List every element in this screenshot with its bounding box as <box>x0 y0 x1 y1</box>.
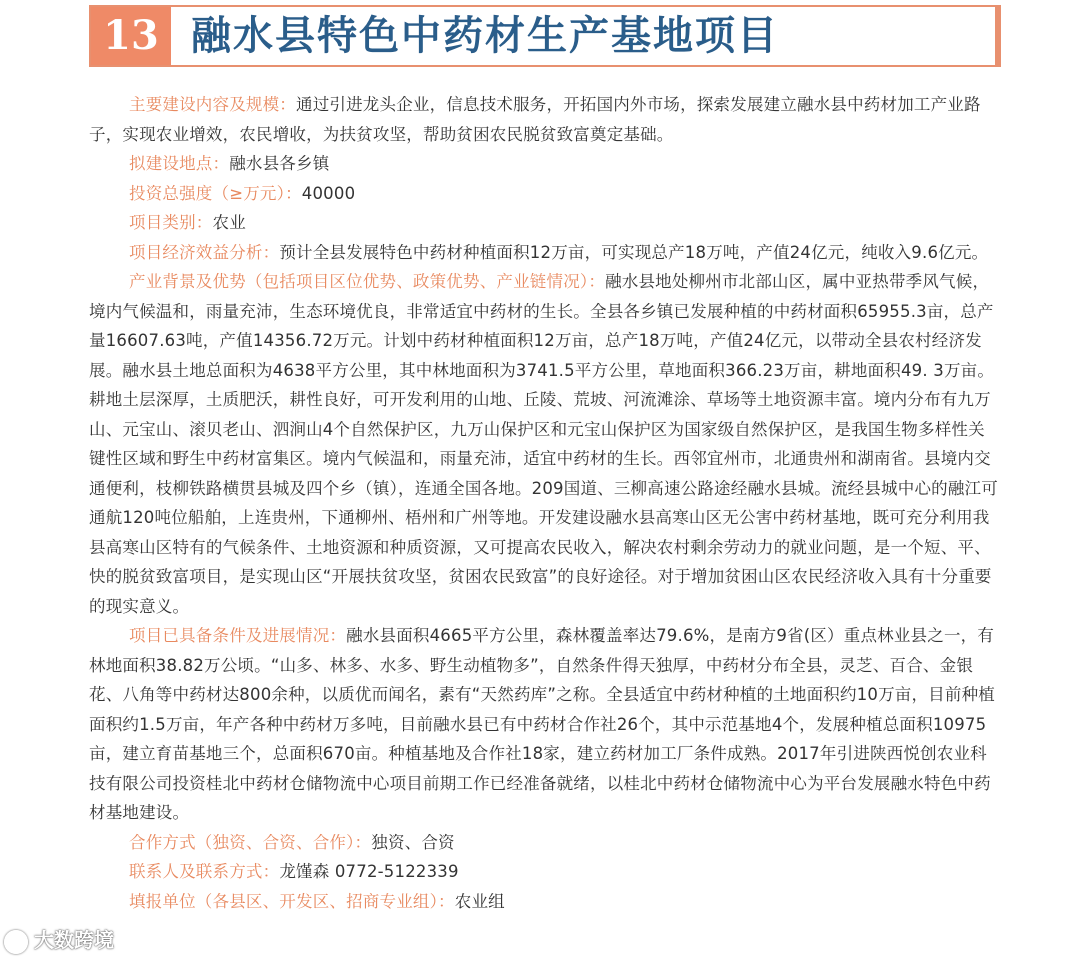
section-location <box>89 149 1001 179</box>
watermark-text: 大数跨境 <box>34 928 114 952</box>
section-construction <box>89 90 1001 149</box>
section-text: 农业 <box>212 213 246 232</box>
section-text: 龙馑森 0772-5122339 <box>279 862 459 881</box>
section-investment <box>89 179 1001 209</box>
section-progress <box>89 621 1001 828</box>
section-category <box>89 208 1001 238</box>
watermark-logo-icon <box>4 930 28 954</box>
section-text: 融水县各乡镇 <box>229 154 330 173</box>
project-number: 13 <box>91 7 171 65</box>
section-label: 项目已具备条件及进展情况： <box>129 626 347 645</box>
section-cooperation <box>89 828 1001 858</box>
section-label: 填报单位（各县区、开发区、招商专业组）： <box>129 891 455 911</box>
section-benefit <box>89 238 1001 268</box>
section-label: 拟建设地点： <box>129 154 230 173</box>
section-label: 项目经济效益分析： <box>129 242 280 262</box>
section-background <box>89 267 1001 621</box>
section-text: 预计全县发展特色中药材种植面积12万亩，可实现总产18万吨，产值24亿元，纯收入9.6亿元。 <box>279 242 989 262</box>
section-text: 融水县地处柳州市北部山区，属中亚热带季风气候，境内气候温和，雨量充沛，生态环境优良，非常适宜中药材的生长。全县各乡镇已发展种植的中药材面积65955.3亩，总产量16607.63吨，产值14356.72万元。计划中药材种植面积12万亩，总产18万吨，产值24亿元，以带动全县农村经济发展。融水县土地总面积为4638平方公里，其中林地面积为3741.5平方公里，草地面积366.23万亩，耕地面积49. 3万亩。耕地土层深厚，土质肥沃，耕性良好，可开发利用的山地、丘陵、荒坡、河流滩涂、草场等土地资源丰富。境内分布有九万山、元宝山、滚贝老山、泗涧山4个自然保护区，九万山保护区和元宝山保护区为国家级自然保护区，是我国生物多样性关键性区域和野生中药材富集区。境内气候温和，雨量充沛，适宜中药材的生长。西邻宜州市，北通贵州和湖南省。县境内交通便利，枝柳铁路横贯县城及四个乡（镇），连通全国各地。209国道、三柳高速公路途经融水县城。流经县城中心的融江可通航120吨位船舶，上连贵州，下通柳州、梧州和广州等地。开发建设融水县高寒山区无公害中药材基地，既可充分利用我县高寒山区特有的气候条件、土地资源和种质资源，又可提高农民收入，解决农村剩余劳动力的就业问题，是一个短、平、快的脱贫致富项目，是实现山区“开展扶贫攻坚，贫困农民致富”的良好途径。对于增加贫困山区农民经济收入具有十分重要的现实意义。 <box>89 272 998 616</box>
document-body <box>89 90 1001 916</box>
section-text: 40000 <box>301 183 356 203</box>
page-title: 融水县特色中药材生产基地项目 <box>191 12 779 59</box>
section-label: 合作方式（独资、合资、合作）： <box>129 832 372 852</box>
section-text: 农业组 <box>454 891 505 911</box>
section-label: 投资总强度（≥万元）： <box>129 183 302 203</box>
section-text: 独资、合资 <box>371 832 455 852</box>
section-label: 联系人及联系方式： <box>129 862 280 881</box>
section-reporter <box>89 887 1001 917</box>
section-label: 产业背景及优势（包括项目区位优势、政策优势、产业链情况）： <box>129 272 606 291</box>
section-label: 项目类别： <box>129 213 213 232</box>
watermark <box>4 926 114 954</box>
section-label: 主要建设内容及规模： <box>129 95 296 114</box>
section-text: 通过引进龙头企业，信息技术服务，开拓国内外市场，探索发展建立融水县中药材加工产业路子，实现农业增效，农民增收，为扶贫攻坚，帮助贫困农民脱贫致富奠定基础。 <box>89 95 981 144</box>
section-text: 融水县面积4665平方公里，森林覆盖率达79.6%，是南方9省(区）重点林业县之一，有林地面积38.82万公顷。“山多、林多、水多、野生动植物多”，自然条件得天独厚，中药材分布全县，灵芝、百合、金银花、八角等中药材达800余种，以质优而闻名，素有“天然药库”之称。全县适宜中药材种植的土地面积约10万亩，目前种植面积约1.5万亩，年产各种中药材万多吨，目前融水县已有中药材合作社26个，其中示范基地4个，发展种植总面积10975亩，建立育苗基地三个，总面积670亩。种植基地及合作社18家，建立药材加工厂条件成熟。2017年引进陕西悦创农业科技有限公司投资桂北中药材仓储物流中心项目前期工作已经准备就绪，以桂北中药材仓储物流中心为平台发展融水特色中药材基地建设。 <box>89 626 995 822</box>
section-contact <box>89 857 1001 887</box>
title-bar <box>89 5 1001 67</box>
